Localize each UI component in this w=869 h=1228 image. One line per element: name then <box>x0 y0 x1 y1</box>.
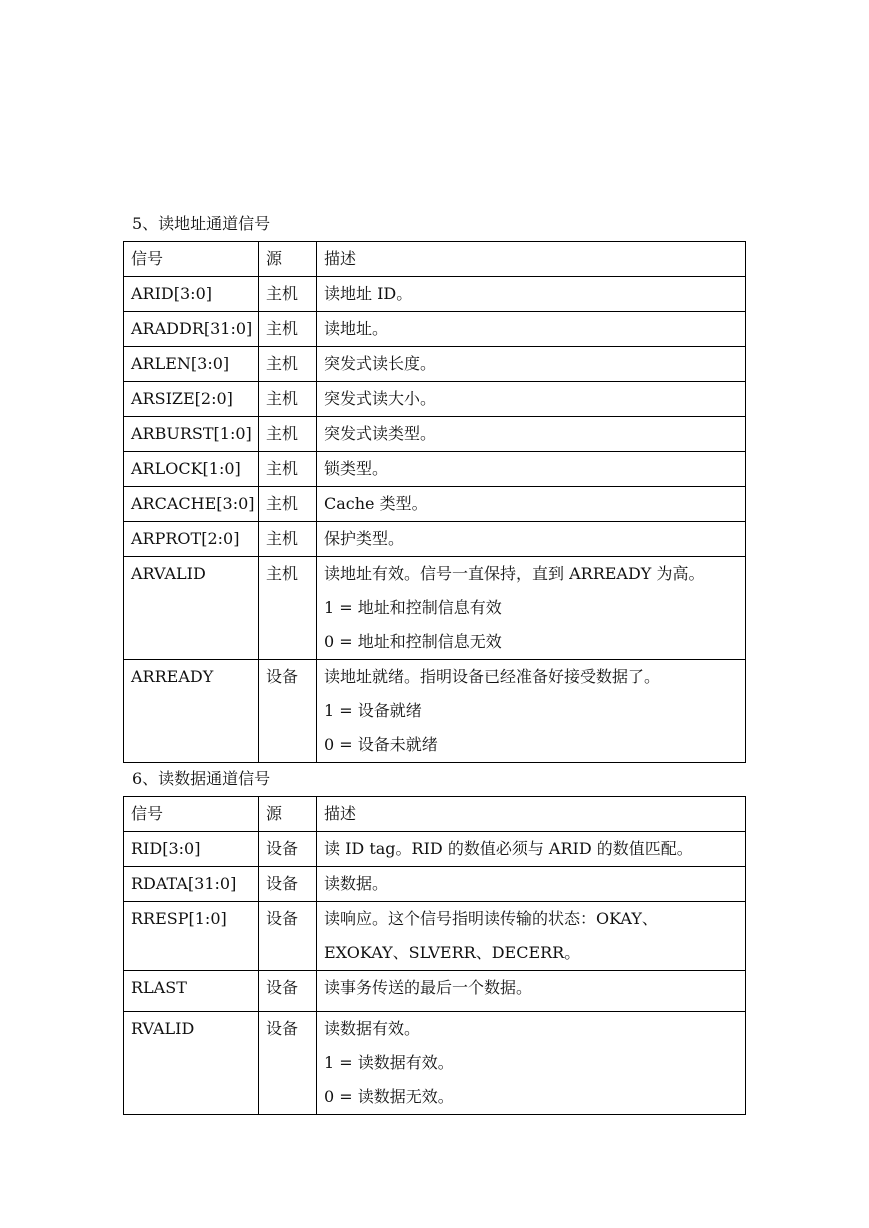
header-description: 描述 <box>317 242 746 277</box>
signal-description: 读事务传送的最后一个数据。 <box>317 971 746 1012</box>
signal-source: 设备 <box>259 832 317 867</box>
signal-source: 主机 <box>259 277 317 312</box>
signal-name: ARCACHE[3:0] <box>124 487 259 522</box>
signal-description: 读地址。 <box>317 312 746 347</box>
signal-source: 设备 <box>259 971 317 1012</box>
signal-name: RID[3:0] <box>124 832 259 867</box>
description-line: 1 = 读数据有效。 <box>324 1053 454 1072</box>
signal-description: 读地址 ID。 <box>317 277 746 312</box>
signal-source: 主机 <box>259 347 317 382</box>
signal-name: RLAST <box>124 971 259 1012</box>
section-6-title: 6、读数据通道信号 <box>132 769 271 788</box>
signal-source: 设备 <box>259 902 317 971</box>
signal-name: RRESP[1:0] <box>124 902 259 971</box>
section-5-title: 5、读地址通道信号 <box>132 214 271 233</box>
table-row <box>124 417 746 452</box>
table-row <box>124 522 746 557</box>
signal-description: 突发式读长度。 <box>317 347 746 382</box>
header-source: 源 <box>259 797 317 832</box>
table-row <box>124 557 746 660</box>
signal-name: ARSIZE[2:0] <box>124 382 259 417</box>
signal-name: ARLEN[3:0] <box>124 347 259 382</box>
description-line: 0 = 设备未就绪 <box>324 735 438 754</box>
read-address-channel-table <box>123 241 746 763</box>
signal-description <box>317 1012 746 1115</box>
signal-name: ARPROT[2:0] <box>124 522 259 557</box>
signal-source: 主机 <box>259 417 317 452</box>
header-description: 描述 <box>317 797 746 832</box>
signal-name: ARLOCK[1:0] <box>124 452 259 487</box>
signal-source: 主机 <box>259 557 317 660</box>
header-signal: 信号 <box>124 797 259 832</box>
signal-source: 主机 <box>259 522 317 557</box>
table-header-row <box>124 797 746 832</box>
signal-source: 设备 <box>259 867 317 902</box>
signal-name: ARADDR[31:0] <box>124 312 259 347</box>
header-source: 源 <box>259 242 317 277</box>
description-line: 读响应。这个信号指明读传输的状态：OKAY、 <box>324 909 658 928</box>
signal-source: 设备 <box>259 660 317 763</box>
table-row <box>124 867 746 902</box>
description-line: 1 = 设备就绪 <box>324 701 422 720</box>
signal-name: ARVALID <box>124 557 259 660</box>
description-line: 0 = 地址和控制信息无效 <box>324 632 502 651</box>
table-row <box>124 347 746 382</box>
signal-source: 主机 <box>259 487 317 522</box>
description-line: 读地址有效。信号一直保持，直到 ARREADY 为高。 <box>324 564 705 583</box>
signal-source: 主机 <box>259 312 317 347</box>
table-row <box>124 1012 746 1115</box>
signal-description: Cache 类型。 <box>317 487 746 522</box>
signal-description: 读数据。 <box>317 867 746 902</box>
signal-name: RVALID <box>124 1012 259 1115</box>
table-row <box>124 832 746 867</box>
description-line: 读地址就绪。指明设备已经准备好接受数据了。 <box>324 667 661 686</box>
signal-name: ARBURST[1:0] <box>124 417 259 452</box>
signal-source: 主机 <box>259 382 317 417</box>
signal-description: 读 ID tag。RID 的数值必须与 ARID 的数值匹配。 <box>317 832 746 867</box>
table-row <box>124 277 746 312</box>
signal-description: 突发式读类型。 <box>317 417 746 452</box>
read-data-channel-table <box>123 796 746 1115</box>
signal-description <box>317 557 746 660</box>
description-line: EXOKAY、SLVERR、DECERR。 <box>324 943 581 962</box>
table-row <box>124 971 746 1012</box>
signal-name: ARREADY <box>124 660 259 763</box>
signal-description: 突发式读大小。 <box>317 382 746 417</box>
signal-description: 保护类型。 <box>317 522 746 557</box>
table-row <box>124 660 746 763</box>
table-row <box>124 487 746 522</box>
signal-source: 设备 <box>259 1012 317 1115</box>
signal-name: ARID[3:0] <box>124 277 259 312</box>
signal-description <box>317 660 746 763</box>
signal-source: 主机 <box>259 452 317 487</box>
table-row <box>124 382 746 417</box>
signal-description: 锁类型。 <box>317 452 746 487</box>
table-header-row <box>124 242 746 277</box>
table-row <box>124 452 746 487</box>
table-row <box>124 312 746 347</box>
description-line: 1 = 地址和控制信息有效 <box>324 598 502 617</box>
table-row <box>124 902 746 971</box>
description-line: 0 = 读数据无效。 <box>324 1087 454 1106</box>
header-signal: 信号 <box>124 242 259 277</box>
description-line: 读数据有效。 <box>324 1019 421 1038</box>
signal-name: RDATA[31:0] <box>124 867 259 902</box>
signal-description <box>317 902 746 971</box>
